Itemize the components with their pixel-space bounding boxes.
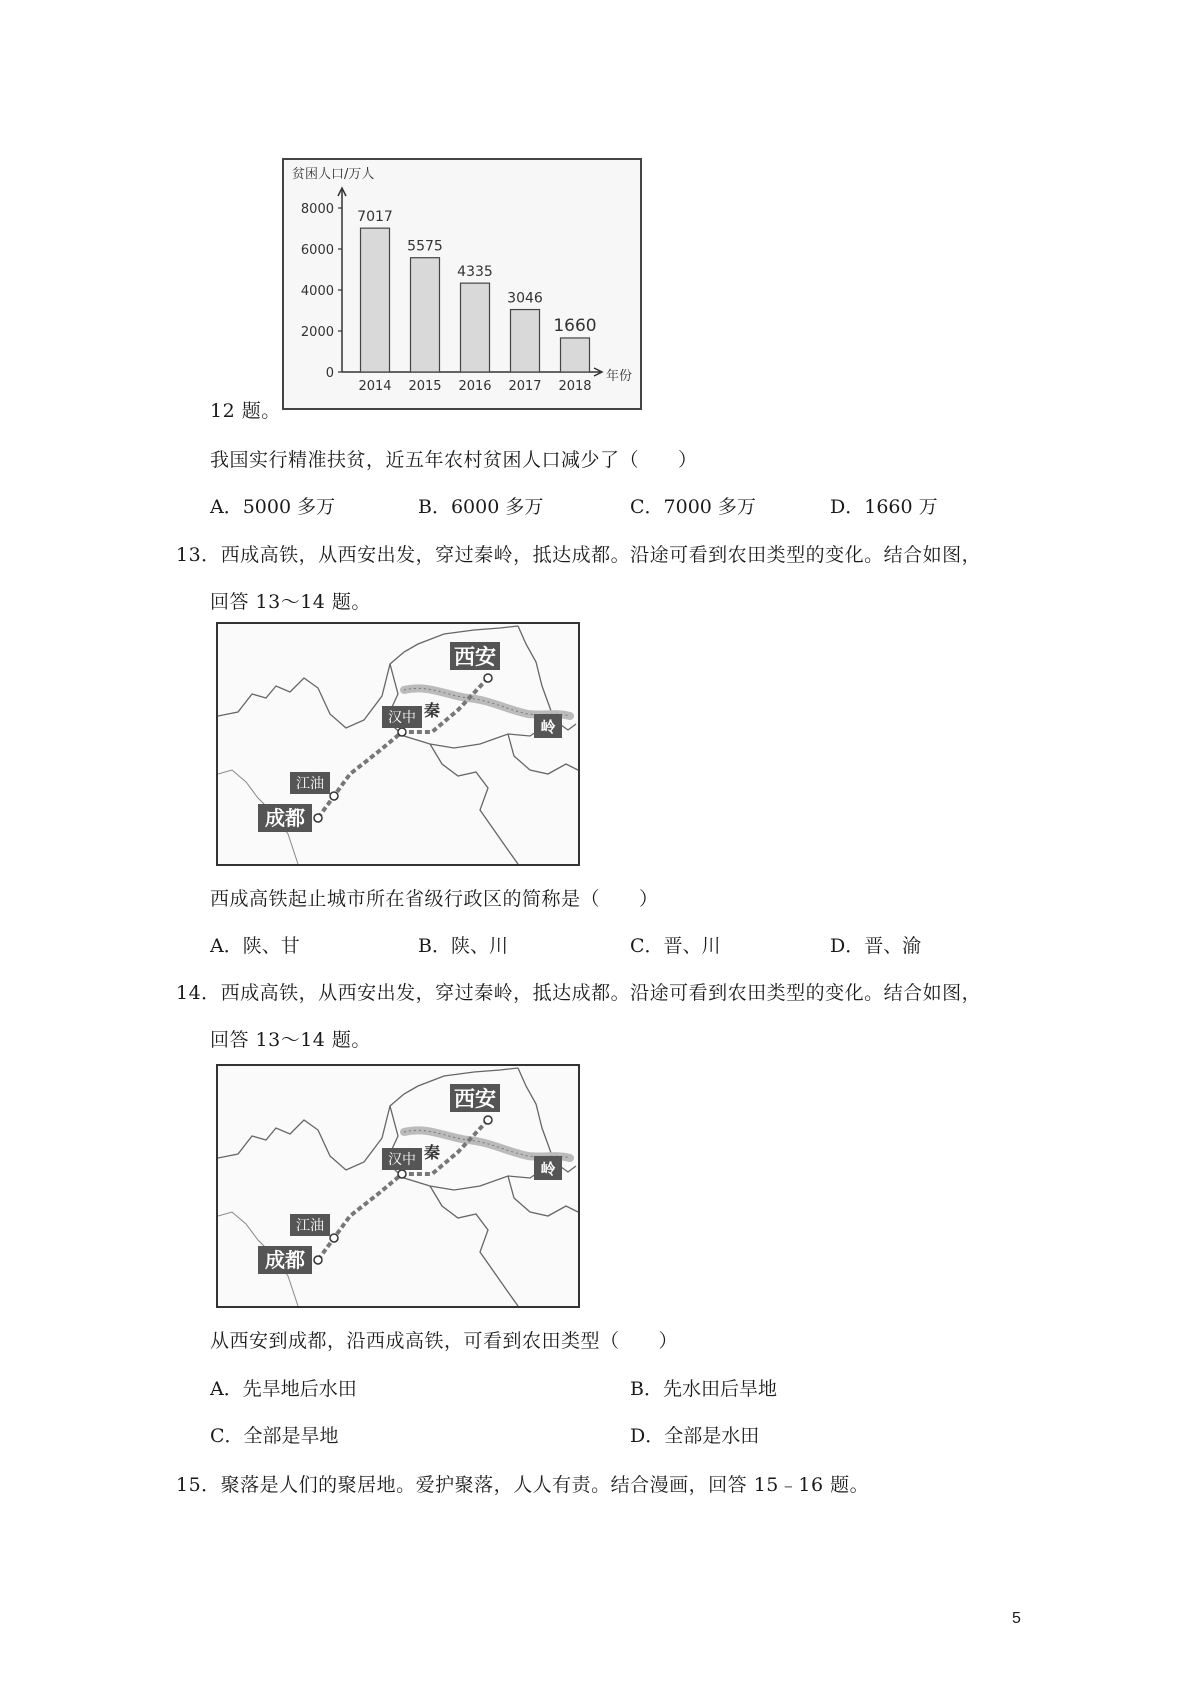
jiangyou-label: 江油 (296, 1218, 324, 1234)
ling-label: 岭 (540, 1160, 556, 1178)
q13-option-c[interactable]: C．晋、川 (630, 935, 721, 957)
chengdu-station-dot (314, 1256, 322, 1264)
q14-intro-line1: 14．西成高铁，从西安出发，穿过秦岭，抵达成都。沿途可看到农田类型的变化。结合如图， (176, 982, 982, 1004)
q13-option-d[interactable]: D．晋、渝 (830, 935, 922, 957)
x-tick-label-2018: 2018 (558, 379, 592, 394)
railway-map-svg-1 (218, 624, 578, 864)
ling-label: 岭 (540, 718, 556, 736)
x-tick-label-2017: 2017 (508, 379, 542, 394)
province-border-hubei (508, 734, 578, 774)
hanzhong-station-dot (398, 728, 406, 736)
q12-option-a[interactable]: A．5000 多万 (210, 496, 336, 518)
province-border-hubei (508, 1176, 578, 1216)
qin-label: 秦 (423, 701, 441, 720)
railway-map-1 (216, 622, 580, 866)
data-label-2018: 1660 (553, 315, 597, 336)
xian-label: 西安 (454, 645, 496, 669)
jiangyou-label: 江油 (296, 776, 324, 792)
y-axis-label: 贫困人口/万人 (292, 167, 375, 182)
y-tick-label: 0 (325, 366, 334, 381)
bar-2014 (361, 228, 390, 372)
q14-option-d[interactable]: D．全部是水田 (630, 1425, 760, 1447)
q13-option-b[interactable]: B．陕、川 (418, 935, 508, 957)
q13-stem: 西成高铁起止城市所在省级行政区的简称是（ ） (210, 888, 659, 910)
chart-svg (284, 160, 640, 408)
chengdu-label: 成都 (265, 1248, 305, 1272)
province-border-north (218, 1068, 518, 1170)
y-tick-label: 2000 (300, 325, 334, 340)
xian-station-dot (484, 674, 492, 682)
q13-intro-line1: 13．西成高铁，从西安出发，穿过秦岭，抵达成都。沿途可看到农田类型的变化。结合如图， (176, 544, 982, 566)
q12-stem: 我国实行精准扶贫，近五年农村贫困人口减少了（ ） (210, 449, 698, 471)
hanzhong-label: 汉中 (388, 1152, 416, 1168)
railway-map-svg-2 (218, 1066, 578, 1306)
q14-stem: 从西安到成都，沿西成高铁，可看到农田类型（ ） (210, 1330, 679, 1352)
bar-2016 (461, 283, 490, 372)
data-label-2016: 4335 (457, 264, 493, 281)
y-tick-label: 6000 (300, 243, 334, 258)
bar-2017 (511, 310, 540, 372)
x-axis-label: 年份 (606, 369, 633, 384)
y-tick-label: 8000 (300, 202, 334, 217)
q13-option-a[interactable]: A．陕、甘 (210, 935, 300, 957)
hanzhong-station-dot (398, 1170, 406, 1178)
xian-station-dot (484, 1116, 492, 1124)
jiangyou-station-dot (330, 792, 338, 800)
page-number: 5 (1012, 1610, 1021, 1627)
poverty-bar-chart (282, 158, 642, 410)
province-border-north (218, 626, 518, 728)
province-border-chongqing (430, 744, 518, 864)
data-label-2017: 3046 (507, 290, 543, 307)
q15-intro: 15．聚落是人们的聚居地。爱护聚落，人人有责。结合漫画，回答 15﹣16 题。 (176, 1474, 870, 1496)
qin-label: 秦 (423, 1143, 441, 1162)
bar-2018 (561, 338, 590, 372)
q12-tail: 12 题。 (210, 400, 281, 422)
x-tick-label-2016: 2016 (458, 379, 492, 394)
q12-option-d[interactable]: D．1660 万 (830, 496, 938, 518)
q13-intro-line2: 回答 13～14 题。 (210, 591, 371, 613)
hanzhong-label: 汉中 (388, 710, 416, 726)
x-tick-label-2015: 2015 (408, 379, 442, 394)
province-border-east (518, 626, 554, 720)
q14-option-a[interactable]: A．先旱地后水田 (210, 1378, 357, 1400)
chengdu-label: 成都 (265, 806, 305, 830)
data-label-2015: 5575 (407, 238, 443, 255)
q14-option-c[interactable]: C．全部是旱地 (210, 1425, 339, 1447)
xian-label: 西安 (454, 1087, 496, 1111)
jiangyou-station-dot (330, 1234, 338, 1242)
x-tick-label-2014: 2014 (358, 379, 392, 394)
q14-option-b[interactable]: B．先水田后旱地 (630, 1378, 777, 1400)
province-border-chongqing (430, 1186, 518, 1306)
q12-option-c[interactable]: C．7000 多万 (630, 496, 756, 518)
q12-option-b[interactable]: B．6000 多万 (418, 496, 544, 518)
data-label-2014: 7017 (357, 209, 393, 226)
chengdu-station-dot (314, 814, 322, 822)
q14-intro-line2: 回答 13～14 题。 (210, 1029, 371, 1051)
railway-map-2 (216, 1064, 580, 1308)
y-tick-label: 4000 (300, 284, 334, 299)
bar-2015 (411, 258, 440, 372)
province-border-east (518, 1068, 554, 1162)
